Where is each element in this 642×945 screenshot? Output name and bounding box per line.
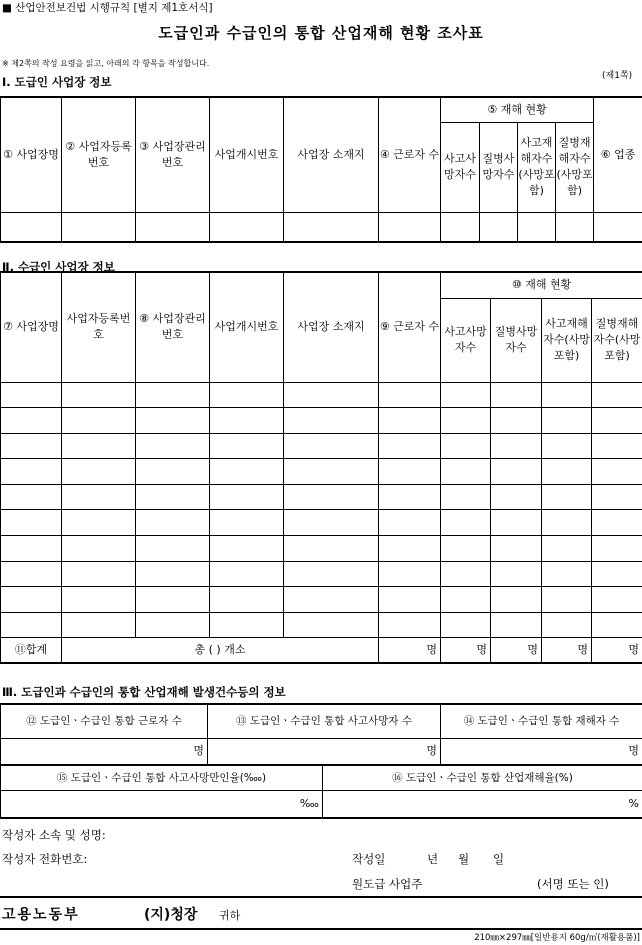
input-integrated-workers[interactable]: 명 <box>1 738 208 765</box>
instruction-note: ※ 제2쪽의 작성 요령을 읽고, 아래의 각 항목을 작성합니다. <box>2 59 210 68</box>
input-cell[interactable] <box>379 408 441 434</box>
field-accident-rate: ⑯ 도급인ㆍ수급인 통합 산업재해율(%) <box>323 765 642 791</box>
input-cell[interactable] <box>284 408 379 434</box>
input-cell[interactable] <box>136 459 210 485</box>
input-cell[interactable] <box>284 433 379 459</box>
header-accident-deaths: 사고사망자수 <box>441 298 491 382</box>
input-integrated-accident-deaths[interactable]: 명 <box>208 738 441 765</box>
input-cell[interactable] <box>542 587 592 613</box>
input-cell[interactable] <box>210 408 284 434</box>
input-cell[interactable] <box>491 433 542 459</box>
input-cell[interactable] <box>136 561 210 587</box>
total-label: ⑪합계 <box>1 638 62 663</box>
table-row <box>1 484 642 510</box>
input-cell[interactable] <box>542 536 592 562</box>
field-fatality-rate: ⑮ 도급인ㆍ수급인 통합 사고사망만인율(‱) <box>1 765 323 791</box>
paper-spec: 210㎜×297㎜[일반용지 60g/㎡(재활용품)] <box>474 933 640 943</box>
input-cell[interactable] <box>1 408 62 434</box>
input-cell[interactable] <box>136 536 210 562</box>
input-cell[interactable] <box>379 433 441 459</box>
section-1-title: Ⅰ. 도급인 사업장 정보 <box>2 75 112 89</box>
input-cell[interactable] <box>592 587 642 613</box>
input-cell[interactable] <box>592 510 642 536</box>
input-cell[interactable] <box>379 212 441 242</box>
month-label[interactable]: 월 <box>458 852 470 866</box>
header-registration-number: ② 사업자등록번호 <box>62 97 136 212</box>
page-title: 도급인과 수급인의 통합 산업재해 현황 조사표 <box>158 24 484 42</box>
day-label[interactable]: 일 <box>493 852 505 866</box>
input-cell[interactable] <box>441 408 491 434</box>
input-cell[interactable] <box>210 433 284 459</box>
table-row <box>1 587 642 613</box>
total-site-count[interactable]: 총 ( ) 개소 <box>62 638 379 663</box>
field-integrated-injured: ⑭ 도급인ㆍ수급인 통합 재해자 수 <box>441 704 642 738</box>
input-cell[interactable] <box>441 561 491 587</box>
input-cell[interactable] <box>441 433 491 459</box>
header-disease-deaths: 질병사망자수 <box>491 298 542 382</box>
input-cell[interactable] <box>62 484 136 510</box>
header-accident-deaths: 사고사망자수 <box>441 122 480 212</box>
year-label[interactable]: 년 <box>427 852 439 866</box>
input-cell[interactable] <box>441 612 491 638</box>
input-cell[interactable] <box>1 433 62 459</box>
input-cell[interactable] <box>592 459 642 485</box>
input-cell[interactable] <box>1 459 62 485</box>
input-cell[interactable] <box>62 587 136 613</box>
input-cell[interactable] <box>136 382 210 408</box>
input-cell[interactable] <box>136 484 210 510</box>
input-cell[interactable] <box>379 459 441 485</box>
header-workplace-name: ① 사업장명 <box>1 97 62 212</box>
input-cell[interactable] <box>441 536 491 562</box>
input-cell[interactable] <box>210 212 284 242</box>
contractor-employer: 원도급 사업주 <box>352 877 423 891</box>
input-cell[interactable] <box>210 382 284 408</box>
recipient-org: 고용노동부 <box>2 907 80 923</box>
input-cell[interactable] <box>592 433 642 459</box>
header-disease-injuries: 질병재해자수(사망포함) <box>556 122 594 212</box>
input-cell[interactable] <box>542 408 592 434</box>
input-cell[interactable] <box>379 484 441 510</box>
header-accident-status: ⑤ 재해 현황 <box>441 97 594 122</box>
table-row <box>1 459 642 485</box>
form-reference: ■ 산업안전보건법 시행규칙 [별지 제1호서식] <box>2 2 213 14</box>
recipient-office: (지)청장 <box>144 907 198 923</box>
input-cell[interactable] <box>491 561 542 587</box>
input-cell[interactable] <box>379 382 441 408</box>
input-cell[interactable] <box>62 408 136 434</box>
input-cell[interactable] <box>491 510 542 536</box>
recipient-suffix: 귀하 <box>219 909 241 922</box>
input-cell[interactable] <box>1 484 62 510</box>
page-number: (제1쪽) <box>602 71 633 81</box>
input-cell[interactable] <box>592 561 642 587</box>
table-row <box>1 510 642 536</box>
input-cell[interactable] <box>379 536 441 562</box>
input-cell[interactable] <box>284 510 379 536</box>
input-cell[interactable] <box>592 536 642 562</box>
input-cell[interactable] <box>491 612 542 638</box>
input-cell[interactable] <box>491 484 542 510</box>
section-3-title: Ⅲ. 도급인과 수급인의 통합 산업재해 발생건수등의 정보 <box>2 685 286 699</box>
input-cell[interactable] <box>1 212 62 242</box>
input-cell[interactable] <box>210 587 284 613</box>
input-cell[interactable] <box>284 212 379 242</box>
input-cell[interactable] <box>1 382 62 408</box>
header-workplace-name: ⑦ 사업장명 <box>1 272 62 382</box>
divider <box>0 896 642 898</box>
contractor-table <box>0 96 642 243</box>
input-cell[interactable] <box>441 382 491 408</box>
table-row <box>1 433 642 459</box>
header-registration-number: 사업자등록번호 <box>62 272 136 382</box>
table-row <box>1 612 642 638</box>
input-cell[interactable] <box>441 484 491 510</box>
header-accident-injuries: 사고재해자수(사망포함) <box>518 122 556 212</box>
input-cell[interactable] <box>542 561 592 587</box>
input-cell[interactable] <box>592 484 642 510</box>
total-workers[interactable]: 명 <box>379 638 441 663</box>
input-cell[interactable] <box>542 612 592 638</box>
header-accident-status: ⑩ 재해 현황 <box>441 272 642 298</box>
integrated-stats-table-2 <box>0 764 642 819</box>
input-cell[interactable] <box>1 561 62 587</box>
header-address: 사업장 소재지 <box>284 272 379 382</box>
table-row <box>1 382 642 408</box>
input-cell[interactable] <box>592 382 642 408</box>
input-cell[interactable] <box>210 536 284 562</box>
header-industry: ⑥ 업종 <box>594 97 642 212</box>
input-cell[interactable] <box>210 459 284 485</box>
input-cell[interactable] <box>480 212 518 242</box>
input-cell[interactable] <box>542 510 592 536</box>
input-cell[interactable] <box>136 510 210 536</box>
input-cell[interactable] <box>62 561 136 587</box>
input-cell[interactable] <box>210 510 284 536</box>
input-cell[interactable] <box>441 459 491 485</box>
input-cell[interactable] <box>284 536 379 562</box>
signature-field[interactable]: (서명 또는 인) <box>537 877 609 891</box>
table-row <box>1 536 642 562</box>
input-cell[interactable] <box>379 510 441 536</box>
input-cell[interactable] <box>441 510 491 536</box>
input-cell[interactable] <box>136 433 210 459</box>
input-cell[interactable] <box>62 382 136 408</box>
input-cell[interactable] <box>62 459 136 485</box>
input-cell[interactable] <box>542 459 592 485</box>
input-cell[interactable] <box>62 212 136 242</box>
input-accident-rate[interactable]: % <box>323 791 642 818</box>
table-row <box>1 561 642 587</box>
input-cell[interactable] <box>210 561 284 587</box>
header-management-number: ③ 사업장관리번호 <box>136 97 210 212</box>
total-disease-deaths[interactable]: 명 <box>491 638 542 663</box>
input-cell[interactable] <box>379 612 441 638</box>
header-disease-injuries: 질병재해자수(사망 포함) <box>592 298 642 382</box>
integrated-stats-table-1 <box>0 703 642 766</box>
input-cell[interactable] <box>491 587 542 613</box>
input-cell[interactable] <box>441 212 480 242</box>
input-fatality-rate[interactable]: ‱ <box>1 791 323 818</box>
total-accident-injuries[interactable]: 명 <box>542 638 592 663</box>
input-cell[interactable] <box>491 536 542 562</box>
total-disease-injuries[interactable]: 명 <box>592 638 642 663</box>
input-cell[interactable] <box>441 587 491 613</box>
input-cell[interactable] <box>491 408 542 434</box>
input-cell[interactable] <box>284 587 379 613</box>
writer-phone[interactable]: 작성자 전화번호: <box>2 852 88 866</box>
input-cell[interactable] <box>284 382 379 408</box>
input-cell[interactable] <box>1 510 62 536</box>
header-management-number: ⑧ 사업장관리번호 <box>136 272 210 382</box>
divider <box>0 928 642 930</box>
input-cell[interactable] <box>284 484 379 510</box>
input-cell[interactable] <box>491 382 542 408</box>
total-accident-deaths[interactable]: 명 <box>441 638 491 663</box>
header-opening-number: 사업개시번호 <box>210 272 284 382</box>
input-cell[interactable] <box>491 459 542 485</box>
input-cell[interactable] <box>62 612 136 638</box>
input-cell[interactable] <box>594 212 642 242</box>
input-cell[interactable] <box>284 561 379 587</box>
header-disease-deaths: 질병사망자수 <box>480 122 518 212</box>
input-cell[interactable] <box>284 612 379 638</box>
input-cell[interactable] <box>518 212 556 242</box>
header-workers: ⑨ 근로자 수 <box>379 272 441 382</box>
header-address: 사업장 소재지 <box>284 97 379 212</box>
input-cell[interactable] <box>556 212 594 242</box>
input-cell[interactable] <box>136 612 210 638</box>
date-label: 작성일 <box>352 852 386 866</box>
input-cell[interactable] <box>62 536 136 562</box>
field-integrated-accident-deaths: ⑬ 도급인ㆍ수급인 통합 사고사망자 수 <box>208 704 441 738</box>
input-cell[interactable] <box>542 484 592 510</box>
input-cell[interactable] <box>1 536 62 562</box>
writer-affiliation-name[interactable]: 작성자 소속 및 성명: <box>2 828 106 842</box>
input-cell[interactable] <box>210 484 284 510</box>
input-cell[interactable] <box>62 510 136 536</box>
header-accident-injuries: 사고재해자수(사망포함) <box>542 298 592 382</box>
input-cell[interactable] <box>1 612 62 638</box>
input-cell[interactable] <box>1 587 62 613</box>
table-row <box>1 408 642 434</box>
section-2-title: Ⅱ. 수급인 사업장 정보 <box>2 260 115 274</box>
input-cell[interactable] <box>136 587 210 613</box>
header-opening-number: 사업개시번호 <box>210 97 284 212</box>
input-cell[interactable] <box>592 612 642 638</box>
subcontractor-table <box>0 271 642 664</box>
header-workers: ④ 근로자 수 <box>379 97 441 212</box>
input-integrated-injured[interactable]: 명 <box>441 738 642 765</box>
input-cell[interactable] <box>136 408 210 434</box>
input-cell[interactable] <box>542 382 592 408</box>
input-cell[interactable] <box>542 433 592 459</box>
input-cell[interactable] <box>210 612 284 638</box>
field-integrated-workers: ⑫ 도급인ㆍ수급인 통합 근로자 수 <box>1 704 208 738</box>
input-cell[interactable] <box>136 212 210 242</box>
input-cell[interactable] <box>284 459 379 485</box>
input-cell[interactable] <box>379 587 441 613</box>
input-cell[interactable] <box>62 433 136 459</box>
input-cell[interactable] <box>592 408 642 434</box>
input-cell[interactable] <box>379 561 441 587</box>
